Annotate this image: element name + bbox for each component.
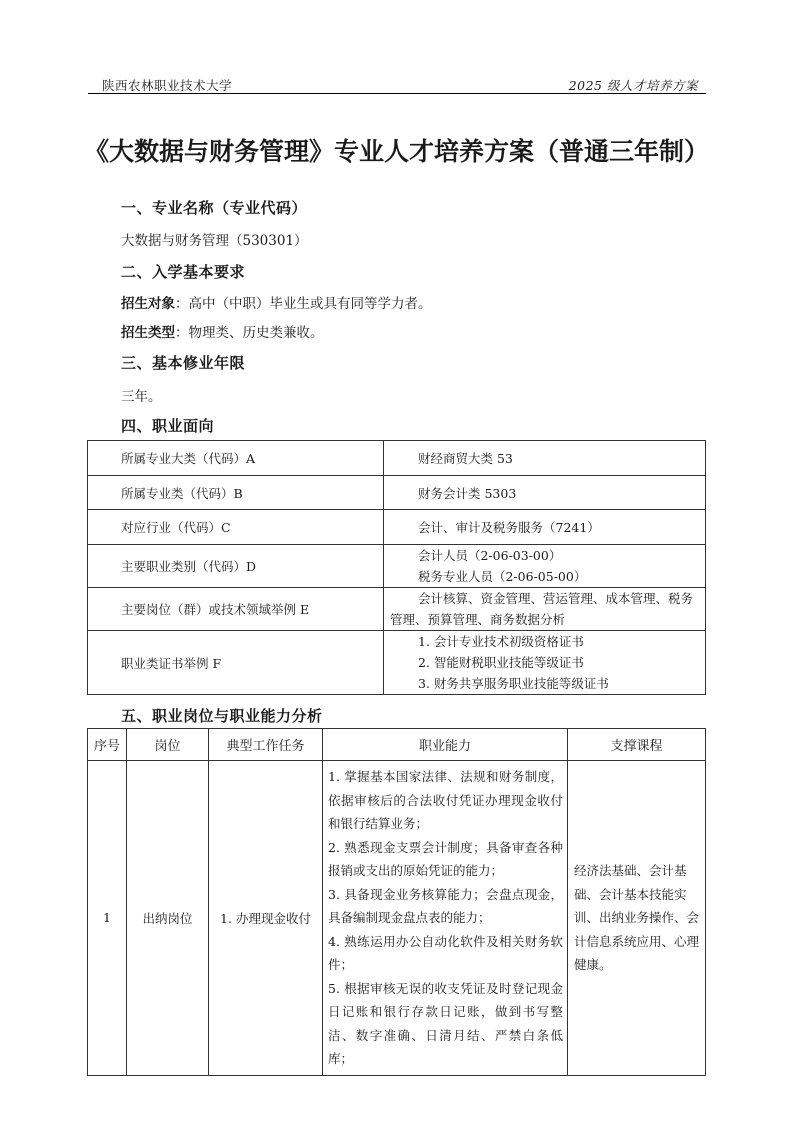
table-row: [88, 476, 706, 510]
column-header-task: 典型工作任务: [209, 729, 323, 761]
table-row: [88, 761, 706, 1076]
enrollment-target-label: 招生对象: [121, 296, 175, 312]
column-header-position: 岗位: [127, 729, 209, 761]
job-ability-table: [87, 728, 706, 1076]
enrollment-type: [121, 321, 324, 341]
enrollment-type-text: ：物理类、历史类兼收。: [175, 325, 324, 341]
row-key: 职业类证书举例 F: [88, 631, 384, 695]
cell-no: 1: [88, 761, 127, 1076]
document-title: 《大数据与财务管理》专业人才培养方案（普通三年制）: [83, 137, 709, 166]
row-key: 所属专业大类（代码）A: [88, 441, 384, 476]
section-3-body: 三年。: [121, 389, 162, 405]
section-3-heading: 三、基本修业年限: [121, 354, 246, 372]
cell-abilities: [323, 761, 568, 1076]
row-value: 财务会计类 5303: [384, 476, 706, 510]
table-row: [88, 588, 706, 631]
row-value: [384, 545, 706, 588]
row-key: 所属专业类（代码）B: [88, 476, 384, 510]
value-line: 会计人员（2-06-03-00）: [418, 548, 562, 563]
value-line: 税务专业人员（2-06-05-00）: [418, 569, 587, 584]
cell-courses: 经济法基础、会计基础、会计基本技能实训、出纳业务操作、会计信息系统应用、心理健康。: [568, 761, 706, 1076]
value-line: 1. 会计专业技术初级资格证书: [418, 634, 584, 649]
column-header-no: 序号: [88, 729, 127, 761]
row-value: 财经商贸大类 53: [384, 441, 706, 476]
value-line: 3. 财务共享服务职业技能等级证书: [418, 676, 609, 691]
enrollment-target: [121, 292, 432, 312]
header-plan-label: 2025 级人才培养方案: [568, 78, 698, 93]
ability-item: 2. 熟悉现金支票会计制度；具备审查各种报销或支出的原始凭证的能力；: [328, 839, 563, 878]
enrollment-type-label: 招生类型: [121, 325, 175, 341]
ability-item: 1. 掌握基本国家法律、法规和财务制度，依据审核后的合法收付凭证办理现金收付和银行结算业务；: [328, 769, 563, 831]
cell-task: 1. 办理现金收付: [209, 761, 323, 1076]
section-5-heading: 五、职业岗位与职业能力分析: [121, 707, 323, 725]
column-header-ability: 职业能力: [323, 729, 568, 761]
row-value: 会计、审计及税务服务（7241）: [384, 510, 706, 545]
ability-item: 3. 具备现金业务核算能力；会盘点现金，具备编制现金盘点表的能力；: [328, 886, 563, 925]
table-header-row: [88, 729, 706, 761]
ability-item: 4. 熟练运用办公自动化软件及相关财务软件；: [328, 933, 563, 972]
value-line: 会计核算、资金管理、营运管理、成本管理、税务管理、预算管理、商务数据分析: [390, 591, 694, 627]
row-value: [384, 588, 706, 631]
section-2-heading: 二、入学基本要求: [121, 263, 246, 281]
header-divider: [88, 93, 706, 94]
section-4-heading: 四、职业面向: [121, 417, 215, 435]
row-key: 对应行业（代码）C: [88, 510, 384, 545]
row-value: [384, 631, 706, 695]
table-row: [88, 631, 706, 695]
career-orientation-table: [87, 440, 706, 695]
table-row: [88, 510, 706, 545]
table-row: [88, 545, 706, 588]
section-1-body: 大数据与财务管理（530301）: [121, 233, 308, 249]
enrollment-target-text: ：高中（中职）毕业生或具有同等学力者。: [175, 296, 432, 312]
header-school-name: 陕西农林职业技术大学: [102, 78, 233, 93]
column-header-courses: 支撑课程: [568, 729, 706, 761]
ability-item: 5. 根据审核无误的收支凭证及时登记现金日记账和银行存款日记账，做到书写整洁、数字准确、日清月结、严禁白条低库；: [328, 980, 563, 1066]
value-line: 2. 智能财税职业技能等级证书: [418, 655, 584, 670]
table-row: [88, 441, 706, 476]
row-key: 主要职业类别（代码）D: [88, 545, 384, 588]
row-key: 主要岗位（群）或技术领域举例 E: [88, 588, 384, 631]
cell-position: 出纳岗位: [127, 761, 209, 1076]
section-1-heading: 一、专业名称（专业代码）: [121, 199, 308, 217]
